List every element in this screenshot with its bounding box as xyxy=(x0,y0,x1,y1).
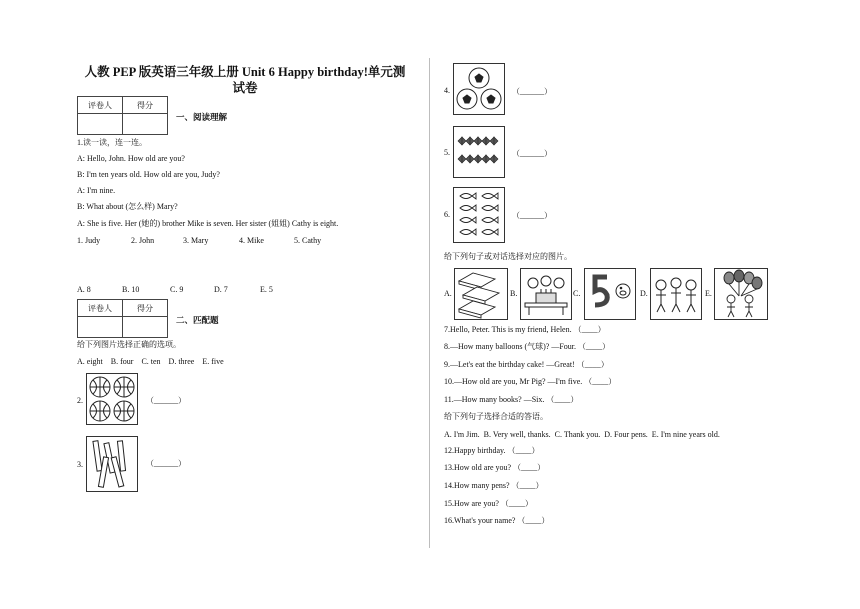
grader-cell[interactable] xyxy=(78,317,123,338)
score-cell[interactable] xyxy=(123,317,168,338)
column-divider xyxy=(429,58,430,548)
pig-number-five-picture xyxy=(584,268,636,320)
question-13: 13.How old are you? （____） xyxy=(444,463,546,472)
dialogue-line-4: B: What about (怎么样) Mary? xyxy=(77,202,178,211)
question-8: 8.—How many balloons (气球)? —Four. （____） xyxy=(444,342,610,351)
grader-table-1 xyxy=(77,96,168,135)
grader-label: 评卷人 xyxy=(78,97,123,114)
soccer-balls-icon xyxy=(453,63,505,115)
dialogue-line-2: B: I'm ten years old. How old are you, Judy? xyxy=(77,170,220,179)
age-item: E. 5 xyxy=(260,285,273,294)
item-number: 2. xyxy=(77,396,83,405)
pic-label: A. xyxy=(444,289,452,298)
grader-cell[interactable] xyxy=(78,114,123,135)
score-cell[interactable] xyxy=(123,114,168,135)
section2-options: A. eight B. four C. ten D. three E. five xyxy=(77,357,224,366)
question-12: 12.Happy birthday. （____） xyxy=(444,446,540,455)
age-item: D. 7 xyxy=(214,285,228,294)
page-title xyxy=(70,64,420,96)
section2-heading: 二、匹配题 xyxy=(176,315,219,325)
section2-instruction: 给下列图片选择正确的选项。 xyxy=(77,340,181,349)
answer-blank[interactable]: （______） xyxy=(146,396,186,405)
age-item: C. 9 xyxy=(170,285,184,294)
butterflies-icon xyxy=(453,126,505,178)
section3-instruction: 给下列句子或对话选择对应的图片。 xyxy=(444,252,572,261)
item-number: 5. xyxy=(444,148,450,157)
section1-instruction: 1.读一读，连一连。 xyxy=(77,138,147,147)
dialogue-line-1: A: Hello, John. How old are you? xyxy=(77,154,185,163)
rulers-icon xyxy=(86,436,138,492)
name-item: 2. John xyxy=(131,236,155,245)
name-item: 4. Mike xyxy=(239,236,264,245)
title-line-2: 试卷 xyxy=(232,81,258,95)
question-16: 16.What's your name? （____） xyxy=(444,516,550,525)
fish-icon xyxy=(453,187,505,243)
item-number: 6. xyxy=(444,210,450,219)
pic-label: C. xyxy=(573,289,581,298)
score-label: 得分 xyxy=(123,97,168,114)
question-14: 14.How many pens? （____） xyxy=(444,481,544,490)
name-item: 1. Judy xyxy=(77,236,101,245)
name-item: 5. Cathy xyxy=(294,236,322,245)
balloons-picture xyxy=(714,268,768,320)
pic-label: E. xyxy=(705,289,712,298)
score-label: 得分 xyxy=(123,300,168,317)
title-line-1: 人教 PEP 版英语三年级上册 Unit 6 Happy birthday!单元测 xyxy=(84,65,406,79)
pic-label: D. xyxy=(640,289,648,298)
pic-label: B. xyxy=(510,289,518,298)
grader-table-2 xyxy=(77,299,168,338)
question-10: 10.—How old are you, Mr Pig? —I'm five. （____） xyxy=(444,377,617,386)
birthday-cake-picture xyxy=(520,268,572,320)
question-7: 7.Hello, Peter. This is my friend, Helen. （____） xyxy=(444,325,606,334)
question-11: 11.—How many books? —Six. （____） xyxy=(444,395,579,404)
answer-blank[interactable]: （______） xyxy=(146,459,186,468)
name-item: 3. Mary xyxy=(183,236,209,245)
dialogue-line-5: A: She is five. Her (她的) brother Mike is seven. Her sister (姐姐) Cathy is eight. xyxy=(77,219,339,228)
question-15: 15.How are you? （____） xyxy=(444,499,533,508)
item-number: 4. xyxy=(444,86,450,95)
item-number: 3. xyxy=(77,460,83,469)
dialogue-line-3: A: I'm nine. xyxy=(77,186,116,195)
answer-blank[interactable]: （______） xyxy=(512,211,552,220)
answer-blank[interactable]: （______） xyxy=(512,149,552,158)
books-picture xyxy=(454,268,508,320)
section4-options: A. I'm Jim. B. Very well, thanks. C. Thank you. D. Four pens. E. I'm nine years old. xyxy=(444,430,720,439)
age-item: A. 8 xyxy=(77,285,91,294)
section1-heading: 一、阅读理解 xyxy=(176,112,228,122)
basketballs-icon xyxy=(86,373,138,425)
answer-blank[interactable]: （______） xyxy=(512,87,552,96)
section4-instruction: 给下列句子选择合适的答语。 xyxy=(444,412,548,421)
friends-picture xyxy=(650,268,702,320)
question-9: 9.—Let's eat the birthday cake! —Great! （____） xyxy=(444,360,609,369)
age-item: B. 10 xyxy=(122,285,140,294)
grader-label: 评卷人 xyxy=(78,300,123,317)
